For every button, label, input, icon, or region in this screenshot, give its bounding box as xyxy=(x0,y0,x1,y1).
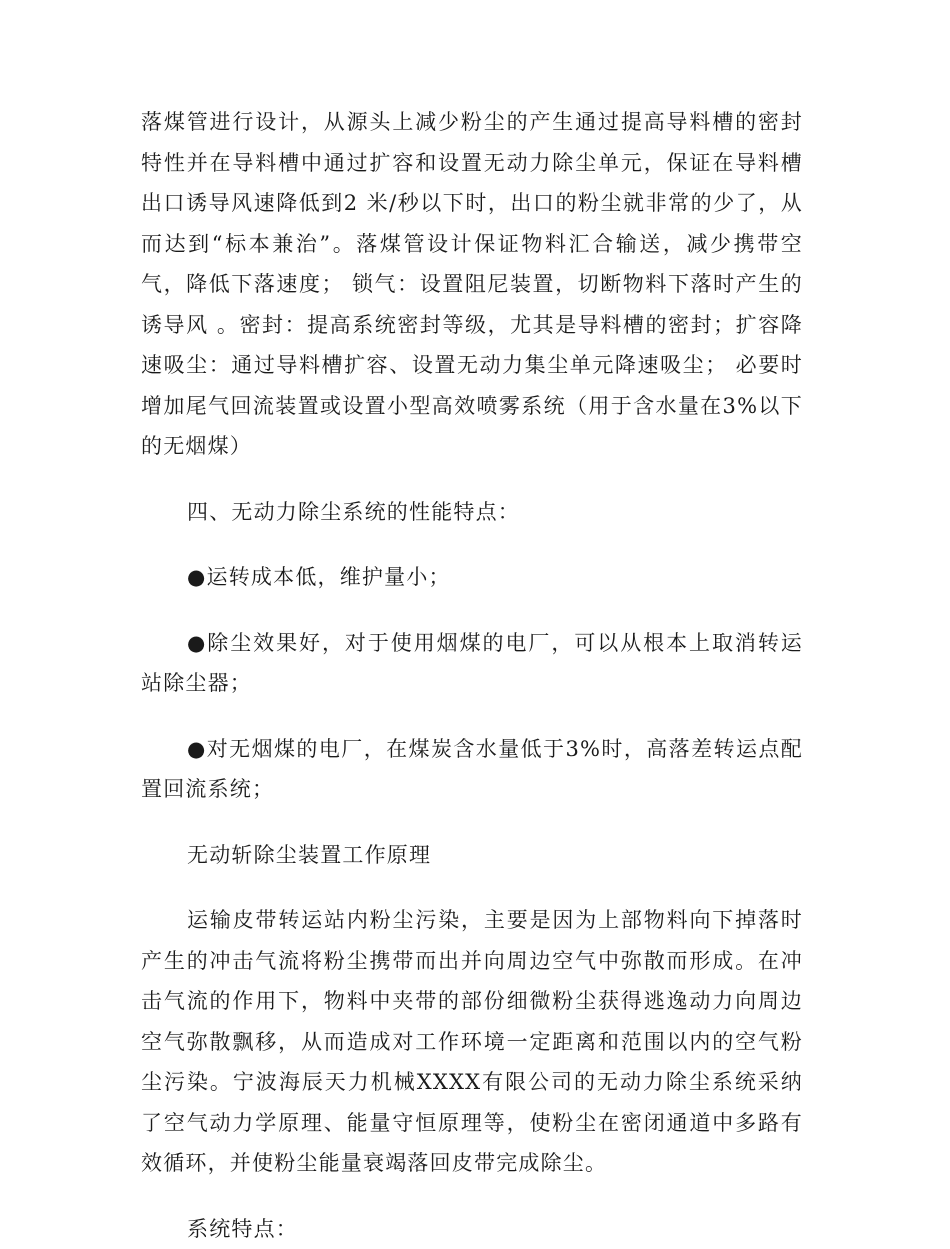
bullet-anthracite-recirculation: ●对无烟煤的电厂，在煤炭含水量低于3%时，高落差转运点配置回流系统； xyxy=(141,729,803,810)
bullet-low-cost: ●运转成本低，维护量小； xyxy=(141,557,803,598)
bullet-dust-removal-effect: ●除尘效果好，对于使用烟煤的电厂，可以从根本上取消转运站除尘器； xyxy=(141,623,803,704)
paragraph-dust-design-continued: 落煤管进行设计，从源头上减少粉尘的产生通过提高导料槽的密封特性并在导料槽中通过扩容和设置无动力除尘单元，保证在导料槽出口诱导风速降低到2 米/秒以下时，出口的粉尘就非常的少了，从而达到“标本兼治”。落煤管设计保证物料汇合输送，减少携带空气，降低下落速度； 锁气：设置阻尼装置，切断物料下落时产生的诱导风 。密封：提高系统密封等级，尤其是导料槽的密封；扩容降速吸尘：通过导料槽扩容、设置无动力集尘单元降速吸尘； 必要时增加尾气回流装置或设置小型高效喷雾系统（用于含水量在3%以下的无烟煤） xyxy=(141,102,803,467)
paragraph-working-principle: 运输皮带转运站内粉尘污染，主要是因为上部物料向下掉落时产生的冲击气流将粉尘携带而出并向周边空气中弥散而形成。在冲击气流的作用下，物料中夹带的部份细微粉尘获得逃逸动力向周边空气弥散飘移，从而造成对工作环境一定距离和范围以内的空气粉尘污染。宁波海辰天力机械XXXX有限公司的无动力除尘系统采纳了空气动力学原理、能量守恒原理等，使粉尘在密闭通道中多路有效循环，并使粉尘能量衰竭落回皮带完成除尘。 xyxy=(141,900,803,1184)
section-heading-system-features: 系统特点： xyxy=(141,1209,803,1249)
section-heading-performance: 四、无动力除尘系统的性能特点： xyxy=(141,492,803,533)
document-body xyxy=(141,102,803,1249)
section-heading-working-principle: 无动斩除尘装置工作原理 xyxy=(141,835,803,876)
